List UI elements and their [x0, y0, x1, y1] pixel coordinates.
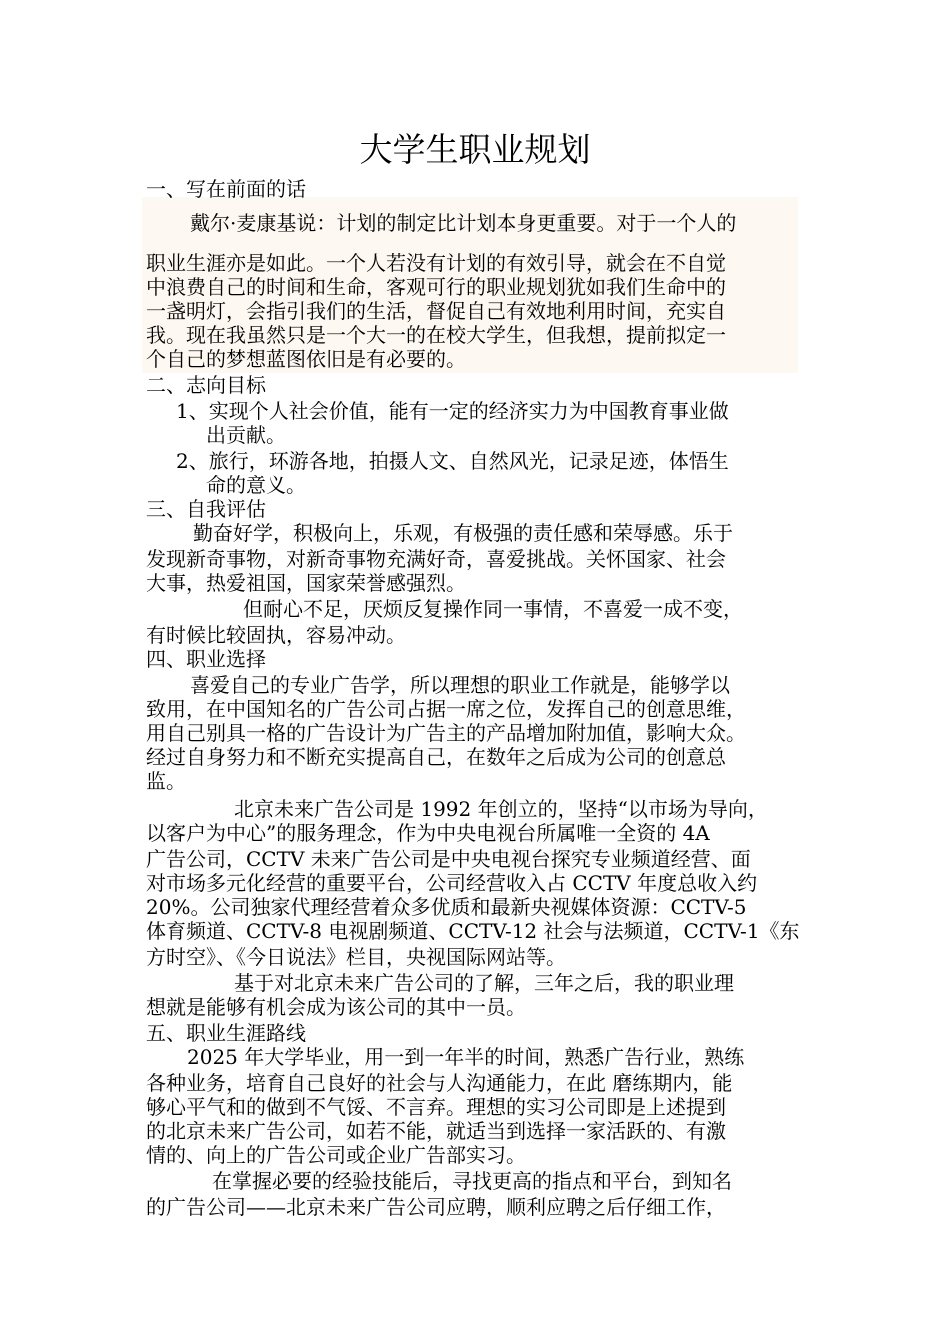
paragraph-line: 2025 年大学毕业，用一到一年半的时间，熟悉广告行业，熟练	[187, 1045, 745, 1069]
section-heading-4: 四、职业选择	[146, 647, 266, 671]
section-heading-1: 一、写在前面的话	[146, 177, 306, 201]
paragraph-line: 方时空》、《今日说法》栏目，央视国际网站等。	[146, 945, 566, 969]
paragraph-line: 喜爱自己的专业广告学，所以理想的职业工作就是，能够学以	[190, 673, 730, 697]
paragraph-line: 情的、向上的广告公司或企业广告部实习。	[146, 1143, 526, 1167]
paragraph-line: 体育频道、CCTV-8 电视剧频道、CCTV-12 社会与法频道，CCTV-1《东	[146, 919, 800, 943]
paragraph-line: 致用，在中国知名的广告公司占据一席之位，发挥自己的创意思维，	[146, 697, 746, 721]
paragraph-line: 20%。公司独家代理经营着众多优质和最新央视媒体资源：CCTV-5	[146, 895, 747, 919]
list-item-line: 1、实现个人社会价值，能有一定的经济实力为中国教育事业做	[176, 399, 729, 423]
paragraph-line: 有时候比较固执，容易冲动。	[146, 623, 406, 647]
paragraph-line: 在掌握必要的经验技能后，寻找更高的指点和平台，到知名	[212, 1169, 732, 1193]
paragraph-line: 以客户为中心”的服务理念，作为中央电视台所属唯一全资的 4A	[146, 821, 710, 845]
paragraph-line: 监。	[146, 769, 186, 793]
page-title: 大学生职业规划	[359, 130, 591, 169]
section-heading-2: 二、志向目标	[146, 373, 266, 397]
paragraph-line: 职业生涯亦是如此。一个人若没有计划的有效引导，就会在不自觉	[146, 251, 726, 275]
paragraph-line: 但耐心不足，厌烦反复操作同一事情，不喜爱一成不变，	[243, 597, 743, 621]
paragraph-line: 戴尔·麦康基说：计划的制定比计划本身更重要。对于一个人的	[190, 211, 737, 235]
paragraph-line: 北京未来广告公司是 1992 年创立的，坚持“以市场为导向，	[234, 797, 768, 821]
paragraph-line: 勤奋好学，积极向上，乐观，有极强的责任感和荣辱感。乐于	[193, 521, 733, 545]
list-item-line: 出贡献。	[206, 423, 286, 447]
paragraph-line: 我。现在我虽然只是一个大一的在校大学生，但我想，提前拟定一	[146, 323, 726, 347]
section-heading-3: 三、自我评估	[146, 497, 266, 521]
paragraph-line: 广告公司，CCTV 未来广告公司是中央电视台探究专业频道经营、面	[146, 847, 751, 871]
paragraph-line: 基于对北京未来广告公司的了解，三年之后，我的职业理	[234, 971, 734, 995]
paragraph-line: 经过自身努力和不断充实提高自己，在数年之后成为公司的创意总	[146, 745, 726, 769]
list-item-line: 命的意义。	[206, 473, 306, 497]
paragraph-line: 发现新奇事物，对新奇事物充满好奇，喜爱挑战。关怀国家、社会	[146, 547, 726, 571]
list-item-line: 2、旅行，环游各地，拍摄人文、自然风光，记录足迹，体悟生	[176, 449, 729, 473]
section-heading-5: 五、职业生涯路线	[146, 1021, 306, 1045]
paragraph-line: 的广告公司——北京未来广告公司应聘，顺利应聘之后仔细工作，	[146, 1195, 726, 1219]
paragraph-line: 的北京未来广告公司，如若不能，就适当到选择一家活跃的、有激	[146, 1119, 726, 1143]
paragraph-line: 够心平气和的做到不气馁、不言弃。理想的实习公司即是上述提到	[146, 1095, 726, 1119]
paragraph-line: 个自己的梦想蓝图依旧是有必要的。	[146, 347, 466, 371]
paragraph-line: 用自己别具一格的广告设计为广告主的产品增加附加值，影响大众。	[146, 721, 746, 745]
paragraph-line: 想就是能够有机会成为该公司的其中一员。	[146, 995, 526, 1019]
paragraph-line: 中浪费自己的时间和生命，客观可行的职业规划犹如我们生命中的	[146, 275, 726, 299]
paragraph-line: 一盏明灯，会指引我们的生活，督促自己有效地利用时间，充实自	[146, 299, 726, 323]
paragraph-line: 各种业务，培育自己良好的社会与人沟通能力，在此 磨练期内，能	[146, 1071, 733, 1095]
paragraph-line: 大事，热爱祖国，国家荣誉感强烈。	[146, 571, 466, 595]
paragraph-line: 对市场多元化经营的重要平台，公司经营收入占 CCTV 年度总收入约	[146, 871, 758, 895]
